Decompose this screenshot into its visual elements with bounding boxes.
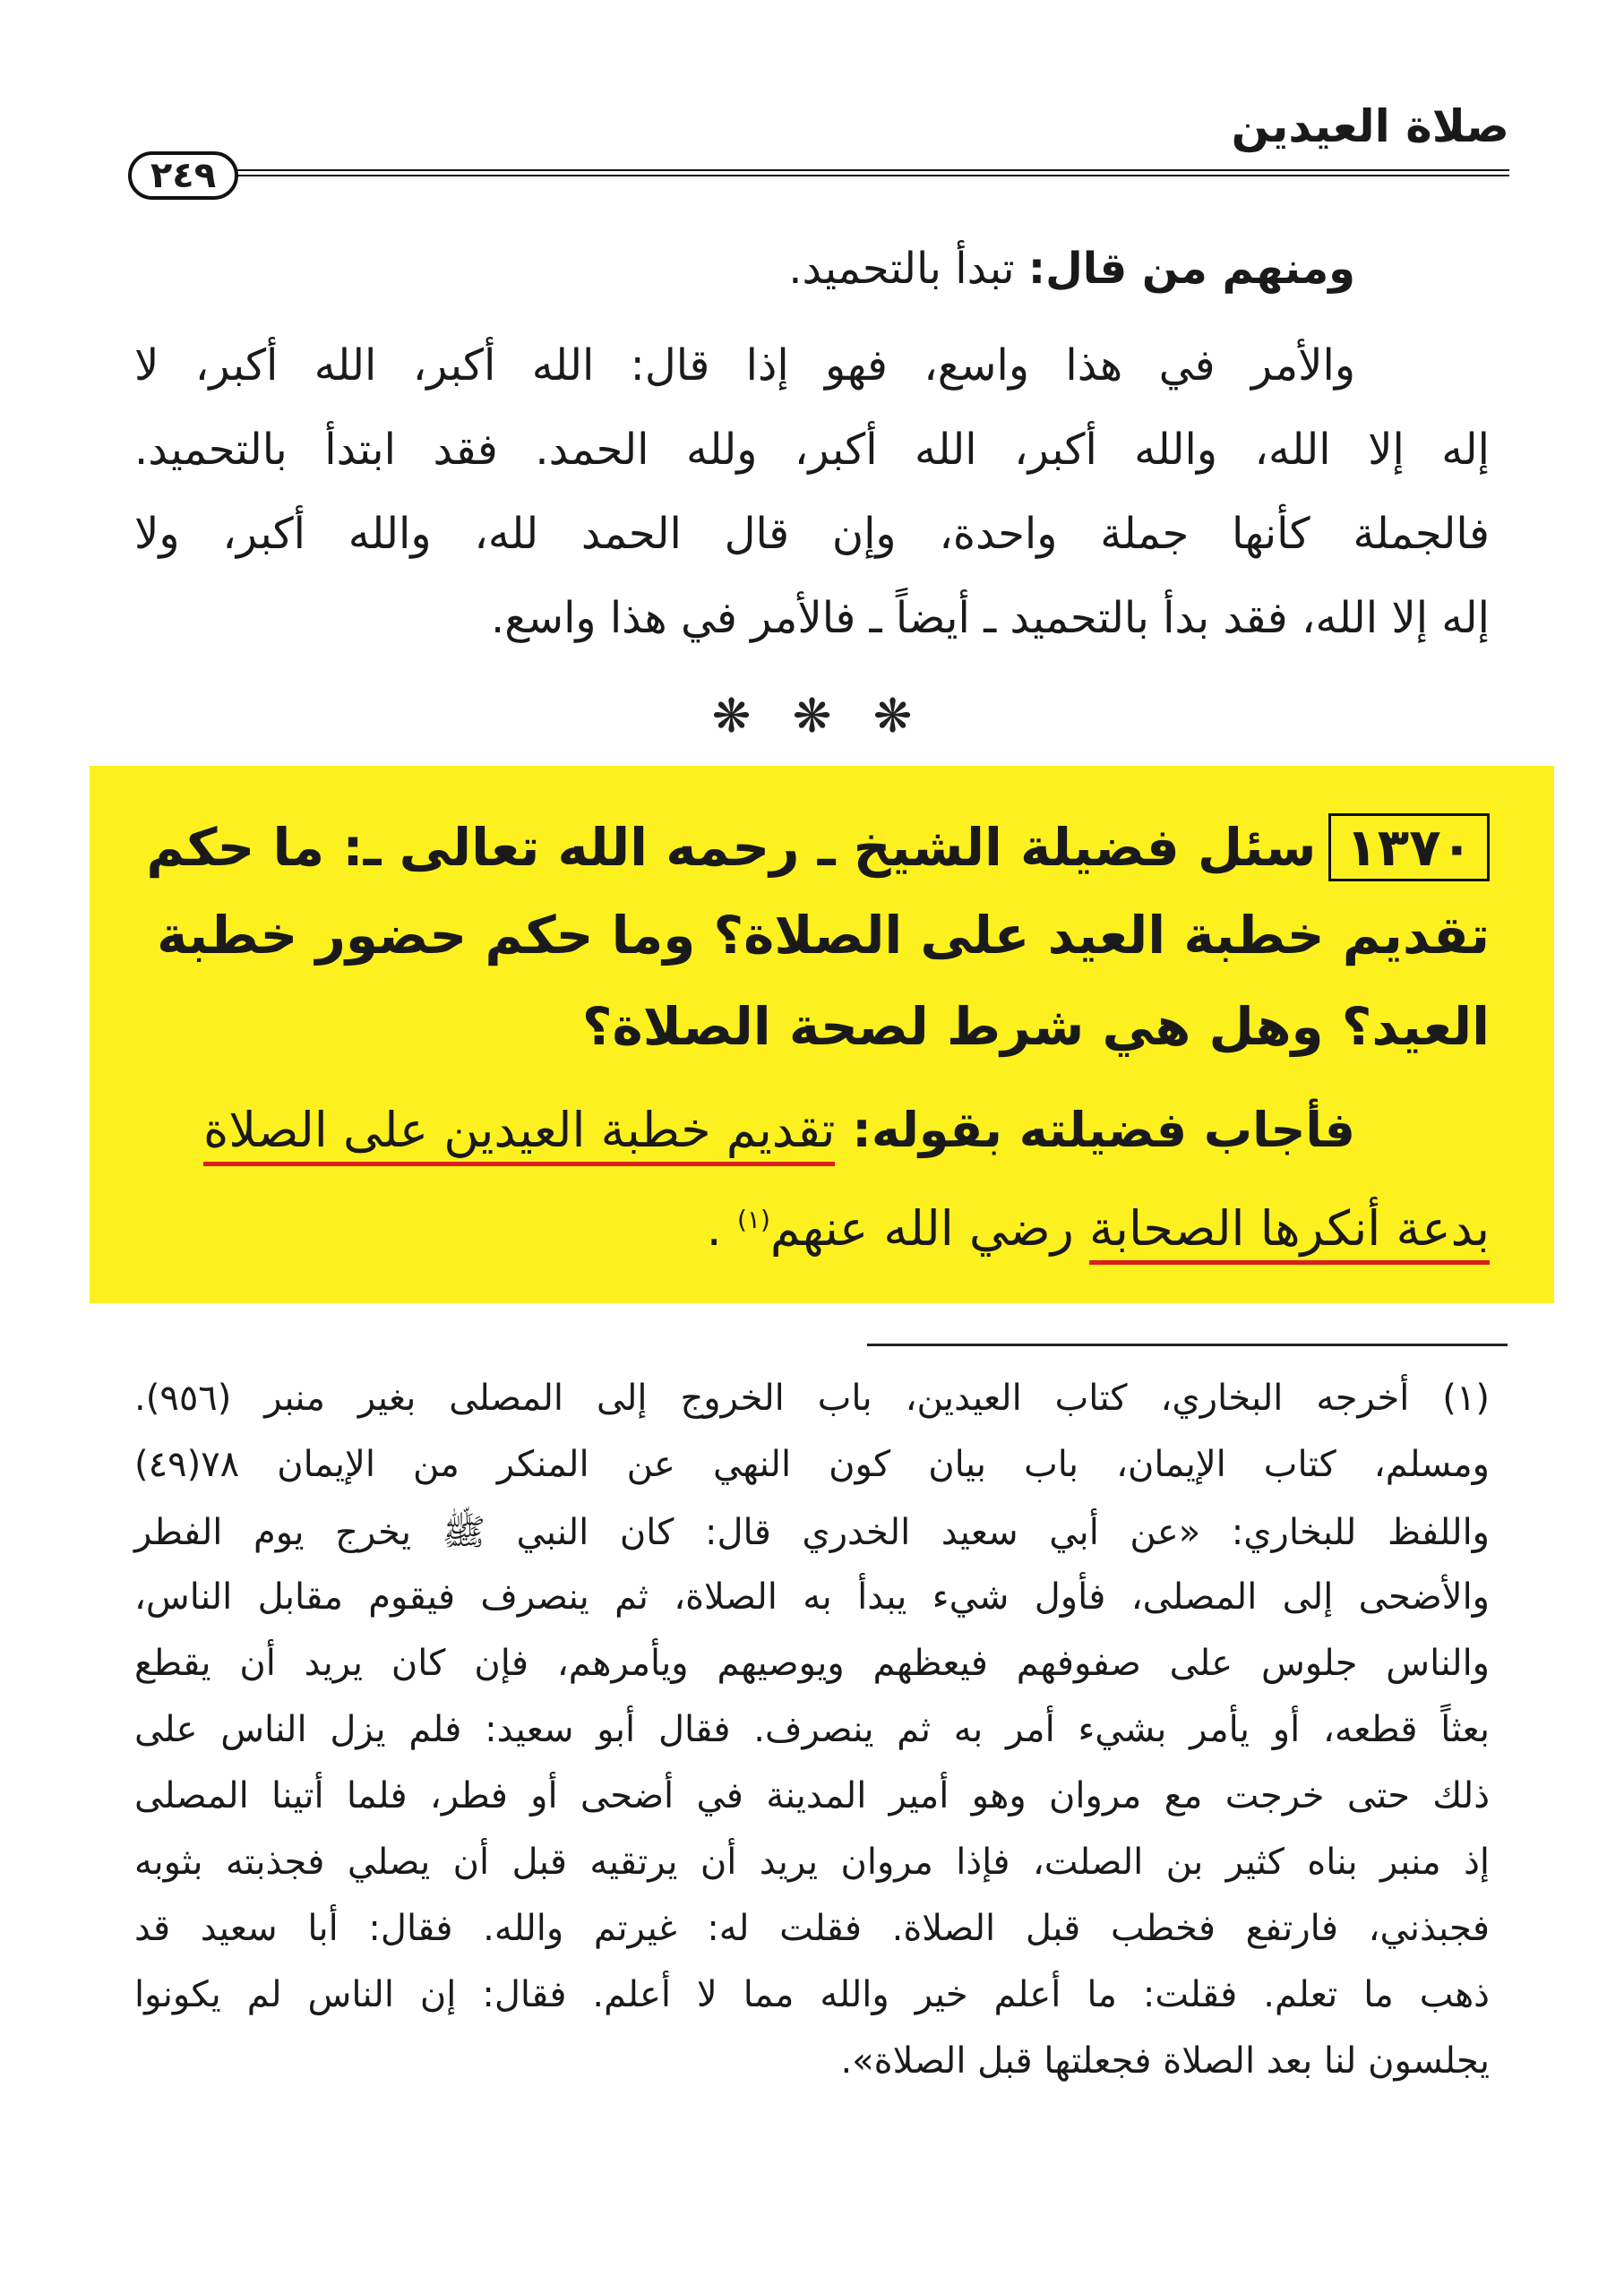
separator-star: ❋: [872, 690, 913, 743]
footnote-line: واللفظ للبخاري: «عن أبي سعيد الخدري قال: كان النبي ﷺ يخرج يوم الفطر: [134, 1512, 1490, 1553]
paragraph-line: إله إلا الله، والله أكبر، الله أكبر، ولله الحمد. فقد ابتدأ بالتحميد.: [134, 425, 1490, 475]
paragraph-line: والأمر في هذا واسع، فهو إذا قال: الله أكبر، الله أكبر، لا: [134, 340, 1355, 391]
intro-line: [134, 244, 1355, 294]
footnote-line: يجلسون لنا بعد الصلاة فجعلتها قبل الصلاة».: [840, 2040, 1490, 2082]
answer-text: رضي الله عنهم: [769, 1200, 1089, 1257]
answer-underlined: بدعة أنكرها الصحابة: [1089, 1200, 1490, 1265]
answer-line: [134, 1102, 1355, 1158]
answer-underlined: تقديم خطبة العيدين على الصلاة: [203, 1102, 835, 1166]
intro-rest: تبدأ بالتحميد.: [788, 244, 1028, 294]
paragraph-line: إله إلا الله، فقد بدأ بالتحميد ـ أيضاً ـ فالأمر في هذا واسع.: [491, 593, 1490, 643]
footnote-line: والناس جلوس على صفوفهم فيعظهم ويوصيهم ويأمرهم، فإن كان يريد أن يقطع: [134, 1643, 1490, 1684]
separator-star: ❋: [792, 690, 832, 743]
footnote-line: ومسلم، كتاب الإيمان، باب بيان كون النهي عن المنكر من الإيمان ٧٨(٤٩): [134, 1444, 1490, 1485]
question-text: سئل فضيلة الشيخ ـ رحمه الله تعالى ـ: ما حكم: [146, 817, 1317, 878]
answer-line: [134, 1200, 1490, 1257]
footnote-line: ذهب ما تعلم. فقلت: ما أعلم خير والله مما لا أعلم. فقال: إن الناس لم يكونوا: [134, 1974, 1490, 2015]
footnote-line: إذ منبر بناه كثير بن الصلت، فإذا مروان يريد أن يرتقيه قبل أن يصلي فجذبته بثوبه: [134, 1842, 1490, 1883]
footnote-line: ذلك حتى خرجت مع مروان وهو أمير المدينة في أضحى أو فطر، فلما أتينا المصلى: [134, 1775, 1490, 1816]
question-line: [134, 813, 1490, 881]
section-separator: [0, 690, 1624, 743]
question-line: تقديم خطبة العيد على الصلاة؟ وما حكم حضور خطبة: [157, 905, 1490, 966]
footnote-line: والأضحى إلى المصلى، فأول شيء يبدأ به الصلاة، ثم ينصرف فيقوم مقابل الناس،: [134, 1576, 1490, 1618]
footnote-ref: (١): [736, 1205, 770, 1234]
intro-lead: ومنهم من قال:: [1027, 244, 1355, 294]
footnote-line: فجبذني، فارتفع فخطب قبل الصلاة. فقلت له: غيرتم والله. فقال: أبا سعيد قد: [134, 1908, 1490, 1949]
question-number: ١٣٧٠: [1328, 813, 1490, 881]
chapter-title: صلاة العيدين: [1231, 100, 1509, 152]
question-line: العيد؟ وهل هي شرط لصحة الصلاة؟: [581, 996, 1490, 1057]
answer-lead: فأجاب فضيلته بقوله:: [835, 1102, 1355, 1158]
answer-end: .: [706, 1200, 737, 1257]
separator-star: ❋: [711, 690, 752, 743]
header-rule: [237, 168, 1509, 177]
page-number: ٢٤٩: [150, 155, 217, 196]
footnote-line: بعثاً قطعه، أو يأمر بشيء أمر به ثم ينصرف. فقال أبو سعيد: فلم يزل الناس على: [134, 1709, 1490, 1750]
paragraph-line: فالجملة كأنها جملة واحدة، وإن قال الحمد لله، والله أكبر، ولا: [134, 509, 1490, 559]
footnote-line: (١) أخرجه البخاري، كتاب العيدين، باب الخروج إلى المصلى بغير منبر (٩٥٦).: [134, 1378, 1490, 1419]
footnote-rule: [867, 1344, 1508, 1346]
page-number-badge: [127, 150, 239, 201]
